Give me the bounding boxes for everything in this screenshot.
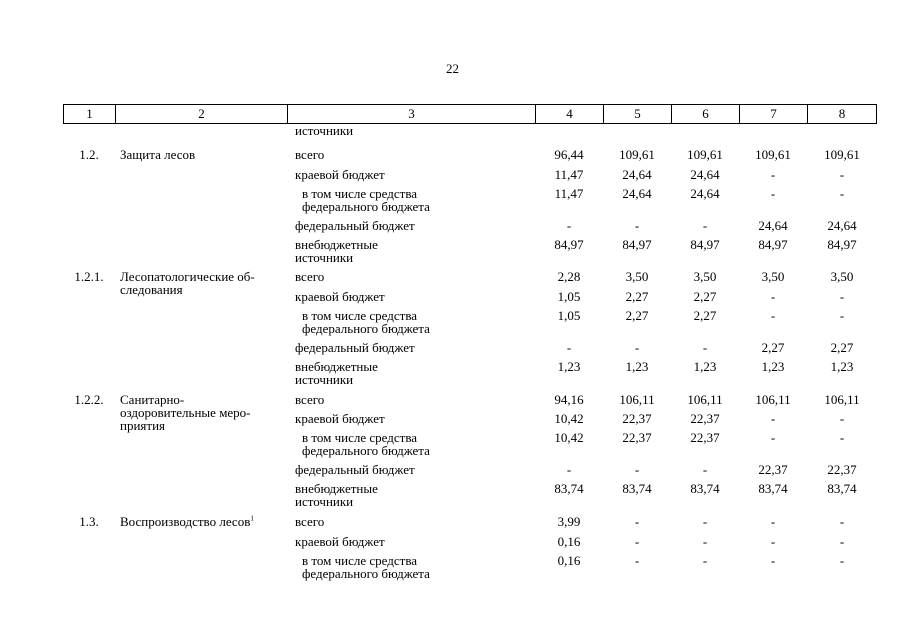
row-value-col-4: 0,16 — [557, 553, 581, 568]
row-source-line: федерального бюджета — [302, 566, 430, 581]
row-value-col-8: 2,27 — [830, 340, 854, 355]
row-value-col-4: 0,16 — [557, 534, 581, 549]
row-source-line: в том числе средства — [302, 308, 418, 323]
row-value-col-8: - — [839, 430, 845, 445]
row-value-col-4: 1,05 — [557, 289, 581, 304]
row-source-line: краевой бюджет — [295, 167, 385, 182]
row-code: 1.2.2. — [74, 392, 104, 407]
header-col-1: 1 — [64, 105, 116, 123]
row-value-col-6: 1,23 — [693, 359, 717, 374]
row-source-line: источники — [295, 250, 354, 265]
row-name-line — [120, 515, 288, 528]
row-value-col-6: - — [702, 218, 708, 233]
row-value-col-5: 84,97 — [622, 237, 652, 252]
row-code: 1.3. — [79, 514, 99, 529]
row-value-col-4: 11,47 — [554, 186, 584, 201]
row-value-col-6: - — [702, 514, 708, 529]
row-value-col-6: 84,97 — [690, 237, 720, 252]
row-value-col-6: - — [702, 340, 708, 355]
row-value-col-6: 106,11 — [687, 392, 723, 407]
row-source — [295, 535, 535, 548]
row-source-line: краевой бюджет — [295, 289, 385, 304]
row-value-col-6: - — [702, 534, 708, 549]
row-value-col-6: - — [702, 553, 708, 568]
row-source — [295, 393, 535, 406]
row-source-line: федеральный бюджет — [295, 340, 415, 355]
row-value-col-4: - — [566, 462, 572, 477]
row-source — [295, 148, 535, 161]
row-source-line: источники — [295, 494, 354, 509]
row-value-col-4: 1,23 — [557, 359, 581, 374]
header-col-8: 8 — [838, 106, 846, 121]
row-value-col-5: - — [634, 514, 640, 529]
row-source-line: в том числе средства — [302, 430, 418, 445]
row-name-line — [120, 148, 288, 161]
row-value-col-7: 106,11 — [755, 392, 791, 407]
row-value-col-7: 24,64 — [758, 218, 788, 233]
row-name — [120, 148, 288, 161]
row-value-col-5: 24,64 — [622, 167, 652, 182]
row-value-col-7: 84,97 — [758, 237, 788, 252]
row-value-col-4: 1,05 — [557, 308, 581, 323]
row-source-line: краевой бюджет — [295, 411, 385, 426]
row-value-col-5: 109,61 — [619, 147, 655, 162]
row-value-col-6: - — [702, 462, 708, 477]
row-source-line: источники — [295, 372, 354, 387]
row-value-col-7: - — [770, 411, 776, 426]
row-value-col-8: - — [839, 167, 845, 182]
row-value-col-8: 24,64 — [827, 218, 857, 233]
row-value-col-6: 2,27 — [693, 289, 717, 304]
row-source — [295, 290, 535, 303]
row-name — [120, 270, 288, 296]
row-value-col-8: - — [839, 308, 845, 323]
row-value-col-8: 109,61 — [824, 147, 860, 162]
row-value-col-8: 84,97 — [827, 237, 857, 252]
row-value-col-5: 24,64 — [622, 186, 652, 201]
row-value-col-8: - — [839, 553, 845, 568]
row-value-col-5: 22,37 — [622, 411, 652, 426]
row-value-col-6: 3,50 — [693, 269, 717, 284]
table-header — [63, 104, 877, 124]
row-name-text: Воспроизводство лесов — [120, 514, 251, 529]
row-source — [302, 309, 542, 335]
header-col-3: 3 — [288, 105, 536, 123]
row-value-col-5: - — [634, 462, 640, 477]
row-value-col-8: 106,11 — [824, 392, 860, 407]
row-code: 1.2.1. — [74, 269, 104, 284]
row-value-col-7: - — [770, 514, 776, 529]
row-source-line: внебюджетные — [295, 481, 378, 496]
row-value-col-8: 3,50 — [830, 269, 854, 284]
row-source — [295, 341, 535, 354]
row-value-col-8: - — [839, 289, 845, 304]
row-source-line: федерального бюджета — [302, 199, 430, 214]
row-value-col-4: 11,47 — [554, 167, 584, 182]
row-source-line: всего — [295, 269, 325, 284]
row-source-line: федерального бюджета — [302, 321, 430, 336]
row-value-col-5: - — [634, 340, 640, 355]
row-source — [295, 270, 535, 283]
row-name — [120, 393, 288, 432]
row-value-col-7: - — [770, 553, 776, 568]
row-source-line: в том числе средства — [302, 186, 418, 201]
row-source-line: внебюджетные — [295, 359, 378, 374]
row-source — [295, 219, 535, 232]
row-source — [295, 515, 535, 528]
row-value-col-6: 22,37 — [690, 430, 720, 445]
row-value-col-7: - — [770, 308, 776, 323]
row-source — [302, 554, 542, 580]
row-value-col-7: 22,37 — [758, 462, 788, 477]
row-source-line: в том числе средства — [302, 553, 418, 568]
row-value-col-6: 83,74 — [690, 481, 720, 496]
header-col-5: 5 — [604, 105, 672, 123]
row-value-col-5: 83,74 — [622, 481, 652, 496]
header-col-6: 6 — [672, 105, 740, 123]
row-value-col-5: 3,50 — [625, 269, 649, 284]
row-source — [295, 168, 535, 181]
row-value-col-5: 2,27 — [625, 289, 649, 304]
row-name-text: Защита лесов — [120, 147, 196, 162]
page-number: 22 — [446, 61, 459, 76]
row-value-col-5: - — [634, 218, 640, 233]
row-value-col-5: - — [634, 553, 640, 568]
row-value-col-4: 96,44 — [554, 147, 584, 162]
row-value-col-8: 22,37 — [827, 462, 857, 477]
row-source — [295, 463, 535, 476]
row-value-col-5: 2,27 — [625, 308, 649, 323]
row-source-line: федеральный бюджет — [295, 218, 415, 233]
row-value-col-7: - — [770, 167, 776, 182]
row-value-col-8: - — [839, 411, 845, 426]
row-value-col-6: 2,27 — [693, 308, 717, 323]
row-source-line: всего — [295, 392, 325, 407]
row-value-col-6: 22,37 — [690, 411, 720, 426]
row-value-col-4: 2,28 — [557, 269, 581, 284]
row-code: 1.2. — [79, 147, 99, 162]
row-source-line: краевой бюджет — [295, 534, 385, 549]
row-name-text: Лесопатологические об- — [120, 269, 255, 284]
row-name-line: приятия — [120, 418, 166, 433]
row-value-col-7: - — [770, 186, 776, 201]
row-value-col-7: - — [770, 430, 776, 445]
row-value-col-4: 83,74 — [554, 481, 584, 496]
row-value-col-6: 109,61 — [687, 147, 723, 162]
header-col-7: 7 — [740, 105, 808, 123]
row-source-line: всего — [295, 514, 325, 529]
row-value-col-8: 83,74 — [827, 481, 857, 496]
row-value-col-4: 84,97 — [554, 237, 584, 252]
row-source — [295, 124, 535, 137]
row-value-col-7: - — [770, 534, 776, 549]
row-name-text: Санитарно- — [120, 392, 185, 407]
row-value-col-7: 1,23 — [761, 359, 785, 374]
header-col-4: 4 — [536, 105, 604, 123]
row-value-col-7: - — [770, 289, 776, 304]
row-name-line: следования — [120, 282, 183, 297]
row-value-col-6: 24,64 — [690, 167, 720, 182]
row-value-col-8: - — [839, 186, 845, 201]
row-source — [295, 360, 535, 386]
row-value-col-4: 10,42 — [554, 430, 584, 445]
row-value-col-4: 10,42 — [554, 411, 584, 426]
row-value-col-5: 106,11 — [619, 392, 655, 407]
row-value-col-4: 94,16 — [554, 392, 584, 407]
row-value-col-8: 1,23 — [830, 359, 854, 374]
row-source-line: источники — [295, 123, 354, 138]
row-value-col-4: 3,99 — [557, 514, 581, 529]
row-source — [302, 431, 542, 457]
row-source — [295, 482, 535, 508]
row-source-line: внебюджетные — [295, 237, 378, 252]
row-source — [295, 412, 535, 425]
header-col-2: 2 — [116, 105, 288, 123]
row-value-col-4: - — [566, 218, 572, 233]
row-source-line: федеральный бюджет — [295, 462, 415, 477]
row-value-col-7: 2,27 — [761, 340, 785, 355]
row-value-col-7: 109,61 — [755, 147, 791, 162]
row-value-col-7: 83,74 — [758, 481, 788, 496]
row-value-col-5: 1,23 — [625, 359, 649, 374]
row-name — [120, 515, 288, 528]
footnote-marker: 1 — [250, 514, 254, 523]
row-value-col-7: 3,50 — [761, 269, 785, 284]
row-source — [302, 187, 542, 213]
row-value-col-5: 22,37 — [622, 430, 652, 445]
row-value-col-6: 24,64 — [690, 186, 720, 201]
row-value-col-5: - — [634, 534, 640, 549]
row-value-col-4: - — [566, 340, 572, 355]
row-source-line: федерального бюджета — [302, 443, 430, 458]
row-source — [295, 238, 535, 264]
row-name-line: оздоровительные меро- — [120, 405, 251, 420]
row-source-line: всего — [295, 147, 325, 162]
row-value-col-8: - — [839, 514, 845, 529]
row-value-col-8: - — [839, 534, 845, 549]
